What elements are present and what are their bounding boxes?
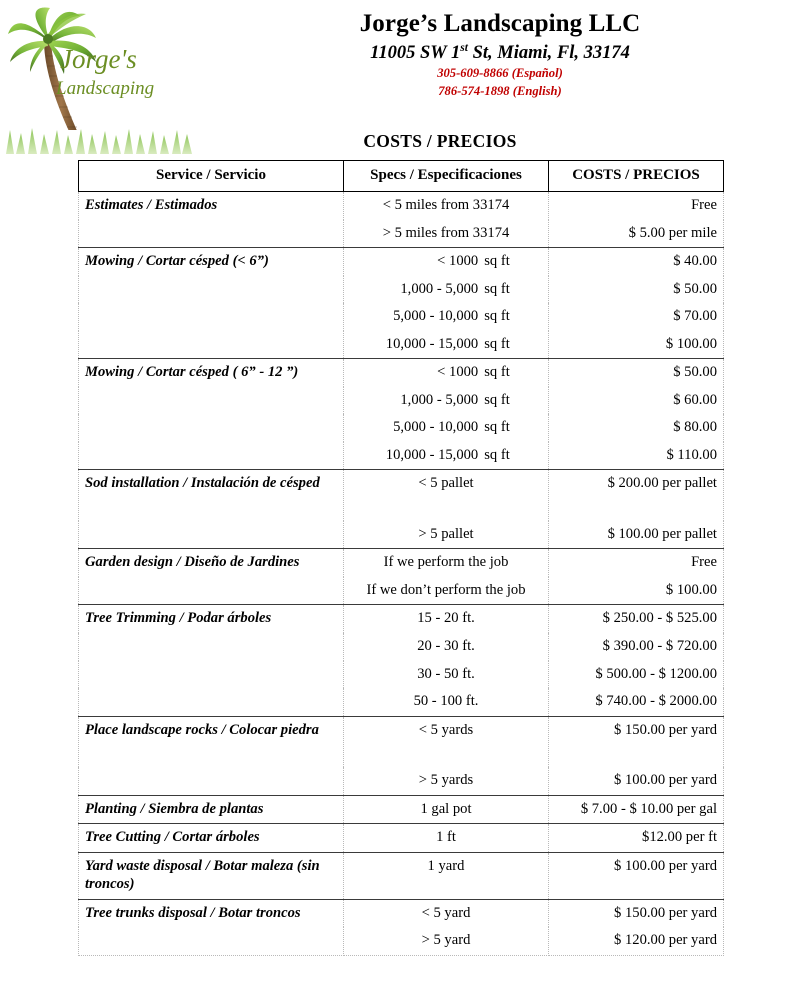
spec-unit: sq ft [484, 419, 510, 436]
cell-service [79, 220, 344, 248]
table-row [79, 661, 724, 689]
cell-specs: > 5 yards [344, 767, 549, 795]
cell-cost: $ 250.00 - $ 525.00 [549, 605, 724, 633]
price-table-body [79, 192, 724, 956]
cell-service: Mowing / Cortar césped ( 6” - 12 ”) [79, 359, 344, 387]
table-row [79, 716, 724, 767]
company-info-block [200, 10, 800, 101]
cell-cost: $ 80.00 [549, 414, 724, 442]
cell-service [79, 387, 344, 415]
cell-cost: Free [549, 549, 724, 577]
cell-service [79, 661, 344, 689]
cell-specs: 1 gal pot [344, 795, 549, 824]
document-header [0, 0, 800, 158]
logo-wordmark-top: Jorge's [60, 44, 137, 74]
phone-spanish: 305-609-8866 (Español) [437, 66, 563, 81]
spec-value: 1,000 - 5,000 [400, 391, 479, 408]
cell-specs: If we perform the job [344, 549, 549, 577]
logo-wordmark-bottom: Landscaping [56, 78, 155, 99]
cell-cost: $ 740.00 - $ 2000.00 [549, 688, 724, 716]
palm-tree-logo-icon [4, 4, 194, 154]
grass-strip [4, 128, 194, 154]
phone-english: 786-574-1898 (English) [438, 83, 562, 98]
table-row [79, 899, 724, 927]
cell-cost: $ 100.00 per yard [549, 852, 724, 899]
table-row [79, 824, 724, 853]
table-row [79, 331, 724, 359]
table-row [79, 220, 724, 248]
cell-service: Planting / Siembra de plantas [79, 795, 344, 824]
table-row [79, 852, 724, 899]
cell-cost: $ 500.00 - $ 1200.00 [549, 661, 724, 689]
cell-service [79, 767, 344, 795]
cell-cost: Free [549, 192, 724, 220]
cell-specs: < 5 yard [344, 899, 549, 927]
company-name: Jorge’s Landscaping LLC [359, 10, 641, 37]
section-title: COSTS / PRECIOS [363, 131, 517, 151]
cell-cost: $ 60.00 [549, 387, 724, 415]
cell-cost: $ 5.00 per mile [549, 220, 724, 248]
table-row [79, 248, 724, 276]
column-header-specs: Specs / Especificaciones [344, 161, 549, 192]
cell-service: Tree trunks disposal / Botar troncos [79, 899, 344, 927]
table-row [79, 470, 724, 521]
company-address [200, 41, 800, 65]
cell-cost: $ 390.00 - $ 720.00 [549, 633, 724, 661]
price-table-header-row [79, 161, 724, 192]
cell-specs [344, 442, 549, 470]
cell-service: Tree Trimming / Podar árboles [79, 605, 344, 633]
cell-service [79, 633, 344, 661]
spec-unit: sq ft [484, 253, 510, 270]
address-part-2: St, Miami, Fl, 33174 [467, 43, 630, 63]
table-row [79, 442, 724, 470]
cell-service [79, 577, 344, 605]
spec-unit: sq ft [484, 364, 510, 381]
cell-specs: < 5 miles from 33174 [344, 192, 549, 220]
cell-cost: $ 70.00 [549, 303, 724, 331]
cell-cost: $ 7.00 - $ 10.00 per gal [549, 795, 724, 824]
table-row [79, 633, 724, 661]
cell-service [79, 688, 344, 716]
cell-specs [344, 303, 549, 331]
spec-value: 5,000 - 10,000 [393, 308, 479, 325]
cell-cost: $ 100.00 per pallet [549, 521, 724, 549]
cell-service: Place landscape rocks / Colocar piedra [79, 716, 344, 767]
column-header-service: Service / Servicio [79, 161, 344, 192]
spec-value: 10,000 - 15,000 [385, 335, 479, 352]
cell-service: Tree Cutting / Cortar árboles [79, 824, 344, 853]
cell-specs [344, 276, 549, 304]
cell-cost: $12.00 per ft [549, 824, 724, 853]
cell-specs: < 5 pallet [344, 470, 549, 521]
table-row [79, 303, 724, 331]
cell-specs [344, 387, 549, 415]
spec-unit: sq ft [484, 280, 510, 297]
cell-cost: $ 40.00 [549, 248, 724, 276]
table-row [79, 577, 724, 605]
cell-specs [344, 414, 549, 442]
cell-cost: $ 100.00 per yard [549, 767, 724, 795]
address-part-1: 11005 SW 1 [370, 43, 461, 63]
cell-service [79, 927, 344, 955]
cell-specs [344, 248, 549, 276]
cell-specs: 30 - 50 ft. [344, 661, 549, 689]
spec-unit: sq ft [484, 446, 510, 463]
column-header-costs: COSTS / PRECIOS [549, 161, 724, 192]
cell-service [79, 414, 344, 442]
cell-service [79, 521, 344, 549]
cell-specs: 1 ft [344, 824, 549, 853]
table-row [79, 521, 724, 549]
cell-cost: $ 50.00 [549, 359, 724, 387]
cell-specs [344, 359, 549, 387]
cell-cost: $ 150.00 per yard [549, 899, 724, 927]
address-ordinal-suffix: st [460, 41, 468, 54]
cell-service [79, 276, 344, 304]
spec-value: 1,000 - 5,000 [400, 280, 479, 297]
cell-service: Garden design / Diseño de Jardines [79, 549, 344, 577]
cell-specs: < 5 yards [344, 716, 549, 767]
cell-specs: 1 yard [344, 852, 549, 899]
cell-service: Mowing / Cortar césped (< 6”) [79, 248, 344, 276]
table-row [79, 387, 724, 415]
price-table-head [79, 161, 724, 192]
table-row [79, 688, 724, 716]
table-row [79, 276, 724, 304]
spec-value: 10,000 - 15,000 [385, 446, 479, 463]
cell-cost: $ 100.00 [549, 577, 724, 605]
cell-service: Sod installation / Instalación de césped [79, 470, 344, 521]
price-table-container [78, 160, 723, 956]
cell-specs: If we don’t perform the job [344, 577, 549, 605]
cell-cost: $ 110.00 [549, 442, 724, 470]
table-row [79, 359, 724, 387]
table-row [79, 605, 724, 633]
table-row [79, 549, 724, 577]
spec-value: < 1000 [437, 364, 479, 381]
spec-unit: sq ft [484, 308, 510, 325]
spec-unit: sq ft [484, 391, 510, 408]
cell-service [79, 442, 344, 470]
table-row [79, 414, 724, 442]
cell-cost: $ 100.00 [549, 331, 724, 359]
table-row [79, 192, 724, 220]
cell-cost: $ 200.00 per pallet [549, 470, 724, 521]
cell-specs: > 5 pallet [344, 521, 549, 549]
cell-specs: 50 - 100 ft. [344, 688, 549, 716]
cell-service [79, 331, 344, 359]
cell-specs: > 5 yard [344, 927, 549, 955]
spec-unit: sq ft [484, 335, 510, 352]
table-row [79, 767, 724, 795]
cell-specs: 15 - 20 ft. [344, 605, 549, 633]
cell-cost: $ 120.00 per yard [549, 927, 724, 955]
cell-cost: $ 150.00 per yard [549, 716, 724, 767]
cell-specs: 20 - 30 ft. [344, 633, 549, 661]
cell-specs [344, 331, 549, 359]
cell-specs: > 5 miles from 33174 [344, 220, 549, 248]
price-table [78, 160, 724, 956]
table-row [79, 927, 724, 955]
jorges-landscaping-logo [4, 4, 194, 154]
cell-service: Estimates / Estimados [79, 192, 344, 220]
table-row [79, 795, 724, 824]
cell-service: Yard waste disposal / Botar maleza (sin troncos) [79, 852, 344, 899]
spec-value: < 1000 [437, 253, 479, 270]
cell-cost: $ 50.00 [549, 276, 724, 304]
cell-service [79, 303, 344, 331]
spec-value: 5,000 - 10,000 [393, 419, 479, 436]
